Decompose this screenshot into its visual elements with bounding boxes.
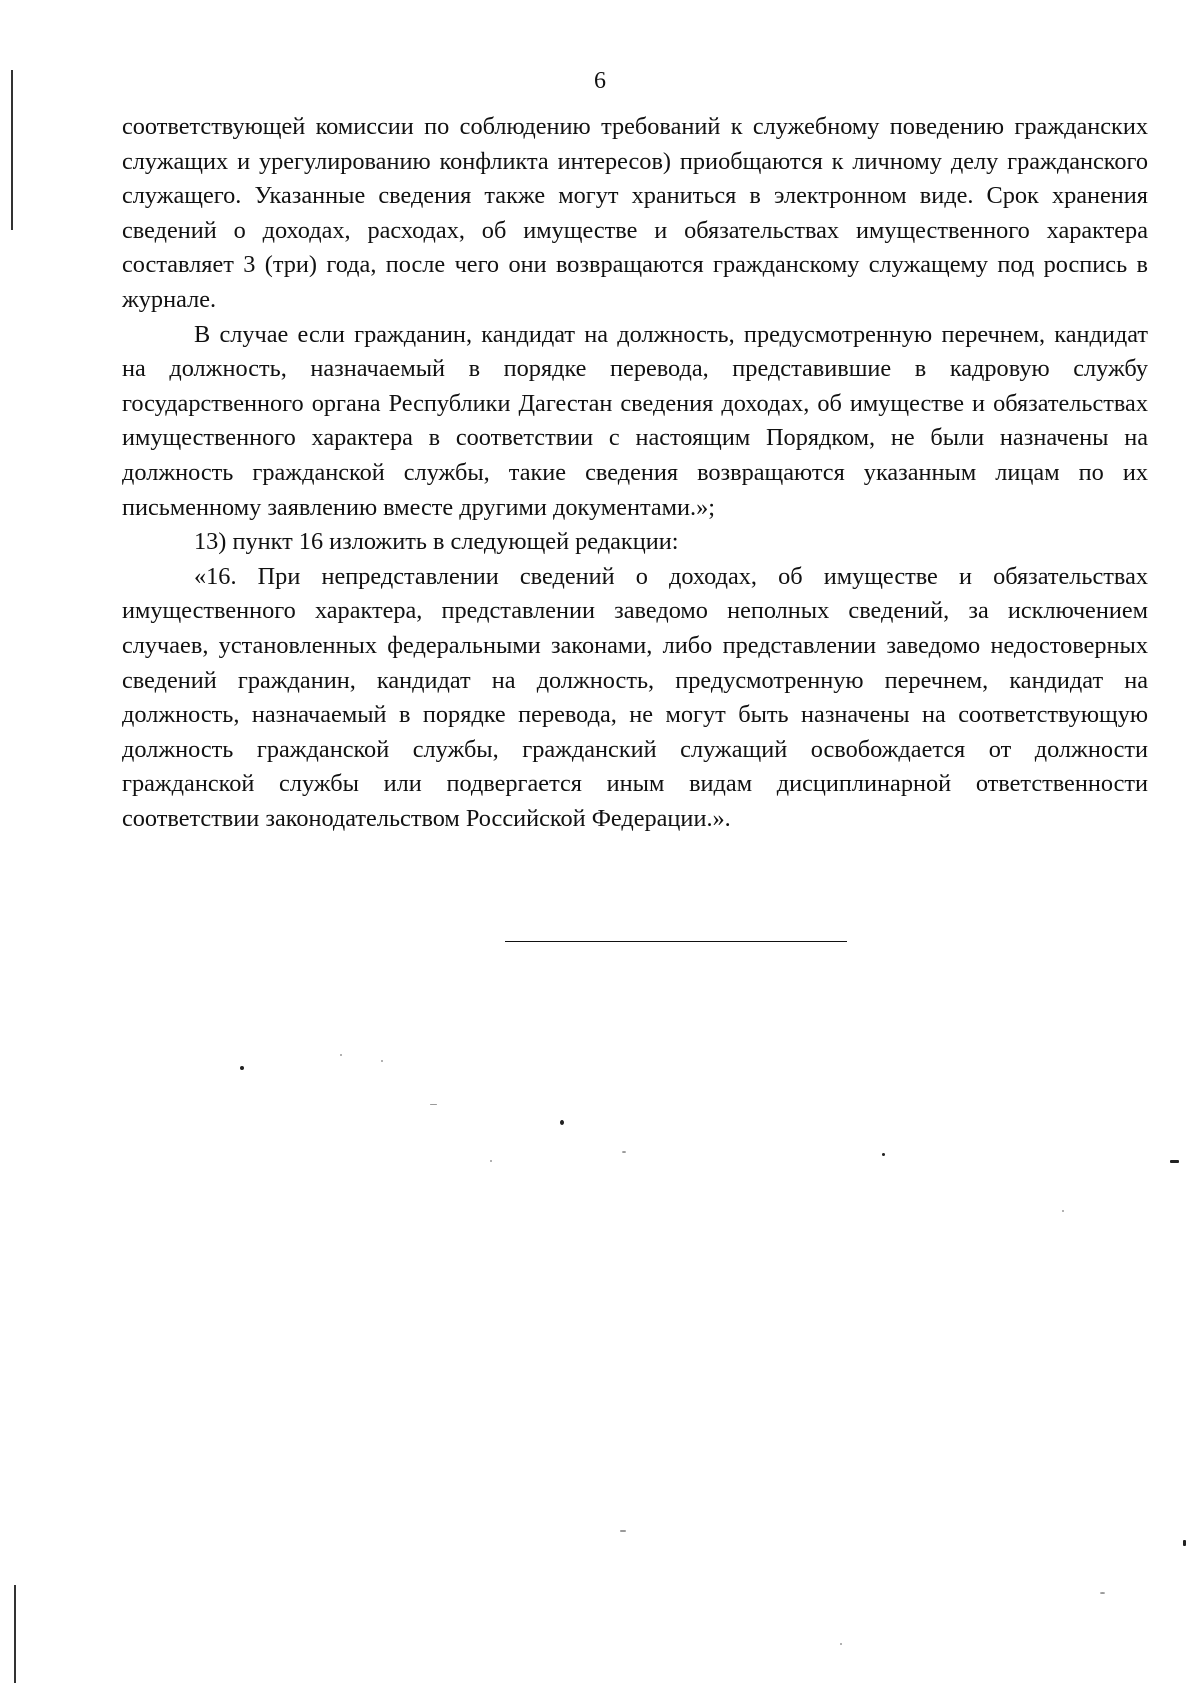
paragraph-return-of-information: В случае если гражданин, кандидат на должность, предусмотренную перечнем, кандидат на должность, назначаемый в порядке перевода, представившие в кадровую службу государственного органа Республики Дагестан сведения доходах, об имуществе и обязательствах имущественного характера в соответствии с настоящим Порядком, не были назначены на должность гражданской службы, такие сведения возвращаются указанным лицам по их письменному заявлению вместе другими документами.»;: [122, 320, 1148, 521]
scan-speck: [340, 1054, 342, 1056]
scan-speck: [620, 1530, 626, 1532]
page-number: 6: [594, 68, 606, 94]
document-body: [122, 110, 1148, 836]
paragraph-storage-terms: соответствующей комиссии по соблюдению требований к служебному поведению гражданских служащих и урегулированию конфликта интересов) приобщаются к личному делу гражданского служащего. Указанные сведения также могут храниться в электронном виде. Срок хранения сведений о доходах, расходах, об имуществе и обязательствах имущественного характера составляет 3 (три) года, после чего они возвращаются гражданскому служащему под роспись в журнале.: [122, 113, 1148, 313]
scan-speck: [622, 1151, 626, 1153]
scan-speck: [1100, 1592, 1105, 1594]
scan-speck: [430, 1104, 437, 1105]
paragraph-amendment-item-13: 13) пункт 16 изложить в следующей редакции:: [194, 528, 679, 556]
scan-speck: [490, 1160, 492, 1162]
paragraph-clause-16: «16. При непредставлении сведений о доходах, об имуществе и обязательствах имущественного характера, представлении заведомо неполных сведений, за исключением случаев, установленных федеральными законами, либо представлении заведомо недостоверных сведений гражданин, кандидат на должность, предусмотренную перечнем, кандидат на должность, назначаемый в порядке перевода, не могут быть назначены на соответствующую должность гражданской службы, гражданский служащий освобождается от должности гражданской службы или подвергается иным видам дисциплинарной ответственности соответствии законодательством Российской Федерации.».: [122, 562, 1148, 832]
scan-speck: [240, 1066, 244, 1070]
scan-speck: [882, 1153, 885, 1156]
scan-speck: [840, 1643, 842, 1645]
scan-speck: [1062, 1210, 1064, 1212]
scan-speck: [381, 1060, 383, 1062]
scan-edge-line-bottom: [14, 1585, 16, 1683]
scan-speck: [1170, 1160, 1179, 1163]
end-of-text-rule: [505, 941, 847, 942]
scan-speck: [1183, 1540, 1186, 1546]
scan-speck: [560, 1120, 564, 1125]
